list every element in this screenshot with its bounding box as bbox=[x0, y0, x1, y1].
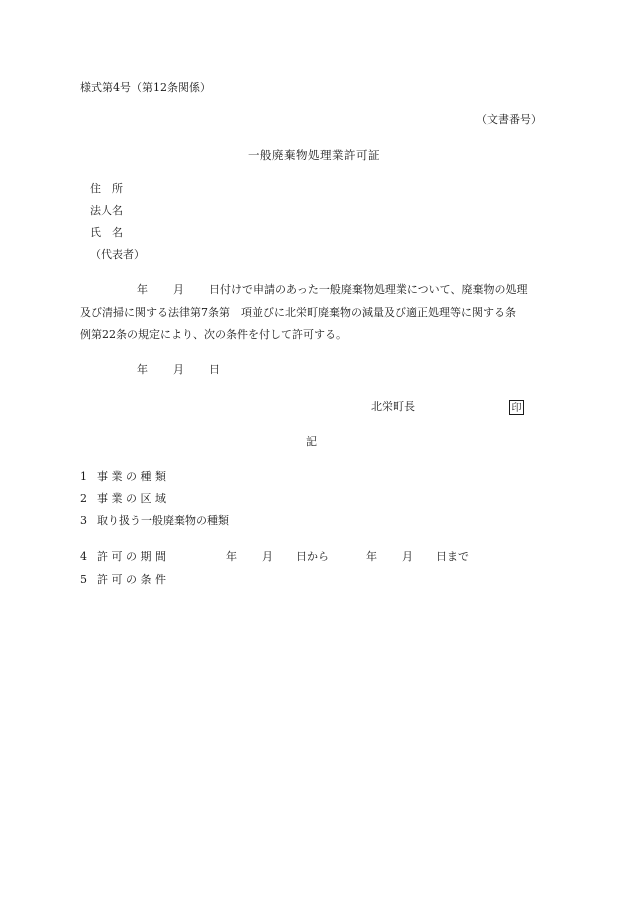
body-line3: 例第22条の規定により、次の条件を付して許可する。 bbox=[80, 328, 347, 341]
period-to-month: 月 bbox=[402, 550, 413, 563]
body-line2: 及び清掃に関する法律第7条第 項並びに北栄町廃棄物の減量及び適正処理等に関する条 bbox=[80, 306, 516, 319]
item-label-business-area: 事 業 の 区 域 bbox=[97, 492, 166, 505]
item-number-5: 5 bbox=[80, 573, 87, 586]
body-year: 年 bbox=[137, 283, 148, 296]
issue-month: 月 bbox=[173, 363, 184, 376]
item-label-business-type: 事 業 の 種 類 bbox=[97, 470, 166, 483]
item-number-3: 3 bbox=[80, 514, 87, 527]
item-label-permit-conditions: 許 可 の 条 件 bbox=[97, 573, 166, 586]
item-label-waste-type: 取り扱う一般廃棄物の種類 bbox=[97, 514, 229, 527]
name-label: 氏 名 bbox=[90, 226, 123, 239]
document-number-label: （文書番号） bbox=[476, 113, 542, 126]
item-number-4: 4 bbox=[80, 550, 87, 563]
period-from-day: 日から bbox=[296, 550, 329, 563]
address-label: 住 所 bbox=[90, 182, 123, 195]
corporate-name-label: 法人名 bbox=[90, 204, 123, 217]
body-month: 月 bbox=[173, 283, 184, 296]
form-number: 様式第4号（第12条関係） bbox=[80, 81, 211, 94]
seal-stamp-box: 印 bbox=[509, 400, 524, 415]
issue-year: 年 bbox=[137, 363, 148, 376]
period-from-month: 月 bbox=[262, 550, 273, 563]
period-to-day: 日まで bbox=[436, 550, 469, 563]
item-number-2: 2 bbox=[80, 492, 87, 505]
document-title: 一般廃棄物処理業許可証 bbox=[248, 148, 380, 162]
issue-day: 日 bbox=[209, 363, 220, 376]
issuer-name: 北栄町長 bbox=[371, 400, 415, 413]
item-label-permit-period: 許 可 の 期 間 bbox=[97, 550, 166, 563]
period-to-year: 年 bbox=[366, 550, 377, 563]
representative-label: （代表者） bbox=[90, 248, 145, 261]
item-number-1: 1 bbox=[80, 470, 87, 483]
body-line1: 日付けで申請のあった一般廃棄物処理業について、廃棄物の処理 bbox=[209, 283, 528, 296]
period-from-year: 年 bbox=[226, 550, 237, 563]
ki-heading: 記 bbox=[306, 435, 317, 448]
